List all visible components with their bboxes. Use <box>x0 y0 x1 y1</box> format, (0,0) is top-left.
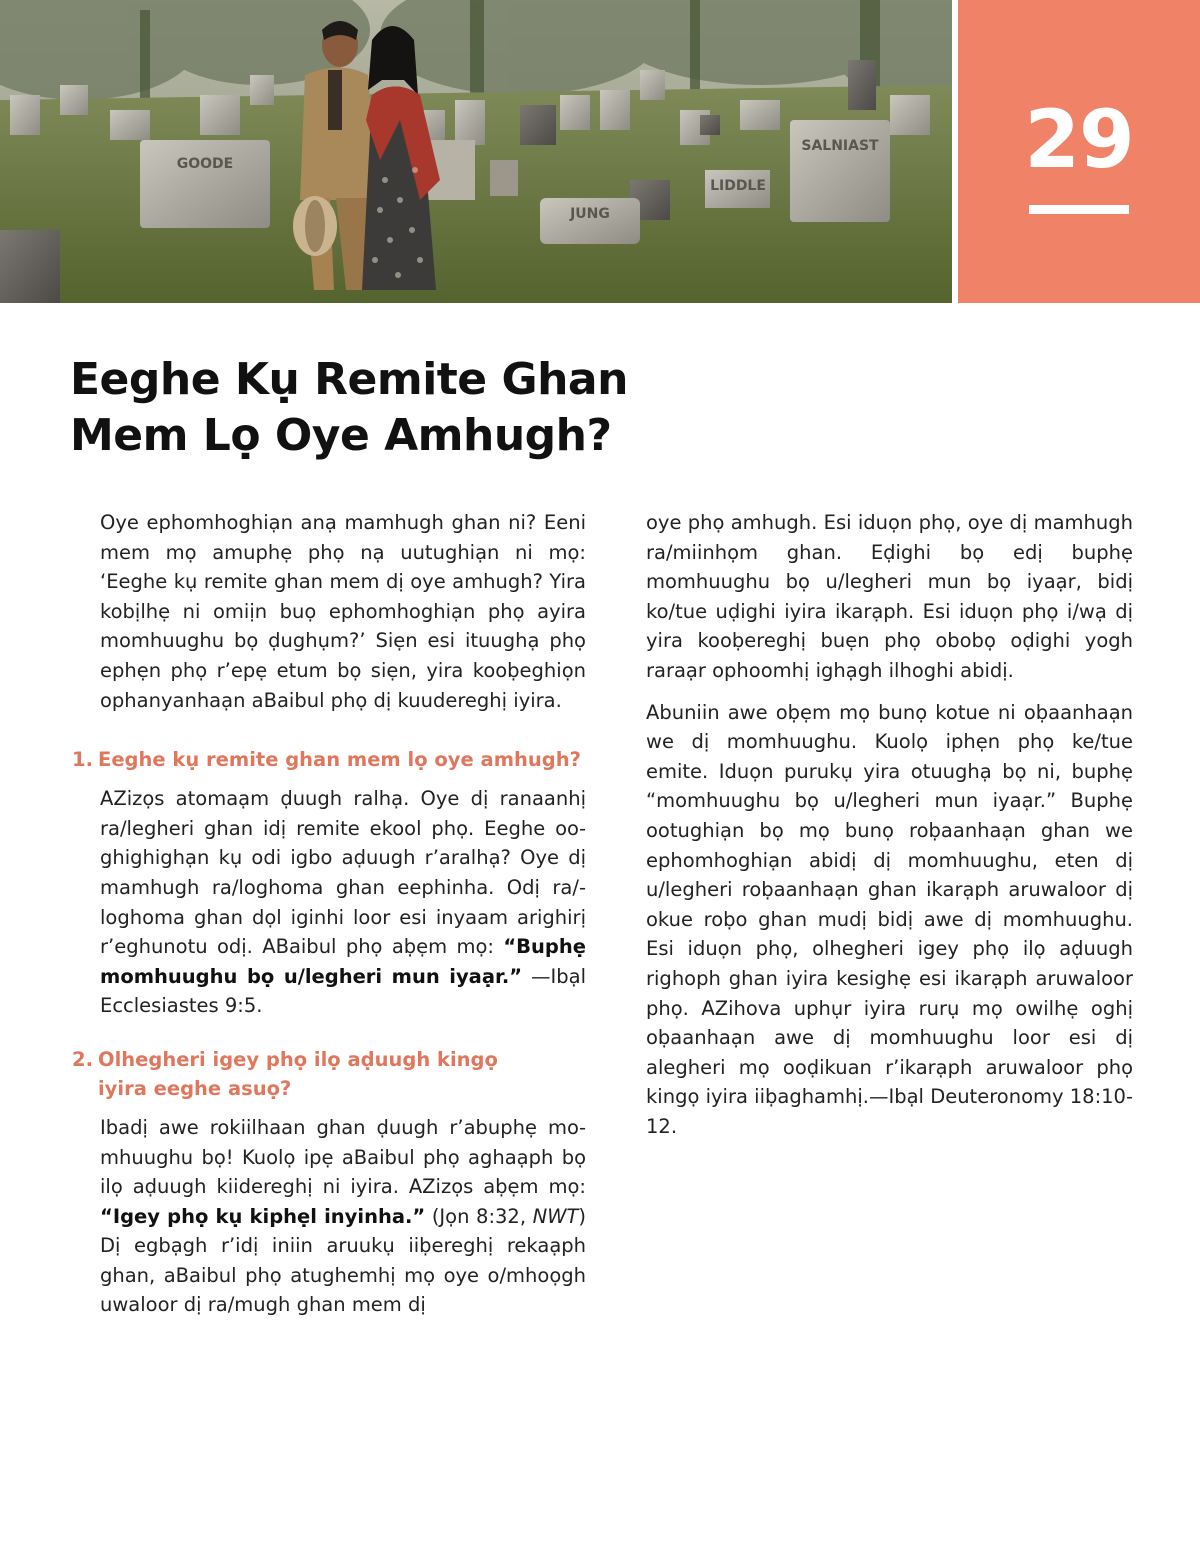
question-1-text: Eeghe kụ remite ghan mem lọ oye amhugh? <box>98 748 581 772</box>
lesson-number-underline <box>1029 205 1129 214</box>
photo-illustration <box>0 0 952 303</box>
page-title-line1: Eeghe Kụ Remite Ghan <box>70 354 628 405</box>
question-2-body-continued: ) Dị egbạgh r’idị iniin aruukụ iiḅereghị rekaạph ghan, aBaibul phọ atughemhị mọ oye o/mhoọgh uwaloor dị ra/mugh ghan mem dị <box>100 1204 586 1317</box>
right-paragraph-2: Abuniin awe oḅẹm mọ bunọ kotue ni oḅaanhaạn we dị momhuughu. Kuolọ iphẹn phọ ke/tue emite. Iduọn purukụ yira otuughạ bọ ni, buphẹ “momhuughu bọ u/legheri mun iyaạr.” Buphẹ ootughiạn bọ mọ bunọ roḅaanhaạn ghan we ephomhoghiạn abidị dị momhuughu, eten dị u/legheri roḅaanhaạn ghan ikarạph aruwaloor dị okue roḅo ghan mudị bidị awe dị momhuughu. Esi iduọn phọ, olhegheri igey phọ ilọ aḍuugh righoph ghan iyira kesighẹ esi ikarạph aruwaloor phọ. AZihova uphụr iyira rurụ mọ owilhẹ oghị oḅaanhaạn awe dị momhuughu loor esi dị alegheri mọ ooḍikuan r’ikarạph aruwaloor phọ kingọ iyira iiḅaghamhị.—Ibạl Deuteronomy 18:10-12. <box>646 700 1133 1138</box>
page-title <box>70 352 670 464</box>
question-2-reference-version: NWT <box>532 1204 579 1228</box>
question-2-text <box>98 1045 498 1103</box>
question-2-body: Ibadị awe rokiilhaan ghan ḍuugh r’abuphẹ momhuughu bọ! Kuolọ ipẹ aBaibul phọ aghaạph bọ ilọ aḍuugh kiidereghị ni iyira. AZizọs aḅẹm mọ: <box>100 1115 586 1199</box>
question-1-scripture-quote: “Buphẹ momhuughu bọ u/legheri mun iyaạr.” <box>100 935 586 988</box>
right-column <box>646 508 1133 1153</box>
gravestone-goode: GOODE <box>176 156 234 172</box>
gravestone-jung: JUNG <box>570 206 610 222</box>
left-column <box>72 508 586 1332</box>
question-2-answer <box>100 1113 586 1320</box>
intro-paragraph: Oye ephomhoghiạn anạ mamhugh ghan ni? Eeni mem mọ amuphẹ phọ nạ uutughiạn ni mọ: ‘Eeghe kụ remite ghan mem dị oye amhugh? Yira kobịlhẹ ni omiịn buọ ephomhoghiạn phọ ayira momhuughu bọ ḍughụm?’ Siẹn esi ituughạ phọ ephẹn phọ r’epẹ etum bọ siẹn, yira kooḅeghiọn ophanyanhaạn aBaibul phọ dị kuudereghị iyira. <box>100 511 586 712</box>
question-2-number: 2. <box>72 1047 93 1071</box>
question-1-body: AZizọs atomaạm ḍuugh ralhạ. Oye dị ranaanhị ra/legheri ghan idị remite ekool phọ. Eeghe ooghighighạn kụ odi igbo aḍuugh r’aralhạ? Oye dị mamhugh ra/loghoma ghan eephinha. Odị ra/loghoma ghan dọl iginhi loor esi inyaam arighirị r’eghunotu odị. ABaibul phọ aḅẹm mọ: <box>100 787 586 959</box>
right-paragraph-1: oye phọ amhugh. Esi iduọn phọ, oye dị mamhugh ra/miinhọm ghan. Eḍighi bọ edị buphẹ momhuughu bọ u/legheri mun bọ iyaạr, bidị ko/tue uḍighi iyira ikarạph. Esi iduọn phọ i/wạ dị yira kooḅereghị buẹn phọ obobọ oḍighi yogh raraạr ophoomhị ighạgh ilhoghi abidị. <box>646 511 1133 682</box>
question-2-scripture-quote: “Igey phọ kụ kiphẹl inyinha.” <box>100 1204 426 1228</box>
gravestone-salniast: SALNIAST <box>801 138 879 154</box>
question-2-reference: (Jọn 8:32, <box>431 1204 527 1228</box>
cemetery-photo <box>0 0 952 303</box>
question-2 <box>72 1045 586 1103</box>
question-1-answer <box>100 784 586 1021</box>
question-1-citation: —Ibạl Ecclesiastes 9:5. <box>100 964 586 1018</box>
lesson-number-box <box>958 0 1200 303</box>
question-1-number: 1. <box>72 748 93 772</box>
question-2-text-line2: iyira eeghe asuọ? <box>98 1076 292 1100</box>
question-1 <box>72 745 586 774</box>
lesson-number: 29 <box>1024 93 1134 186</box>
question-2-text-line1: Olhegheri igey phọ ilọ aḍuugh kingọ <box>98 1047 498 1071</box>
gravestone-liddle: LIDDLE <box>710 178 766 194</box>
page-title-line2: Mem Lọ Oye Amhugh? <box>70 410 612 461</box>
